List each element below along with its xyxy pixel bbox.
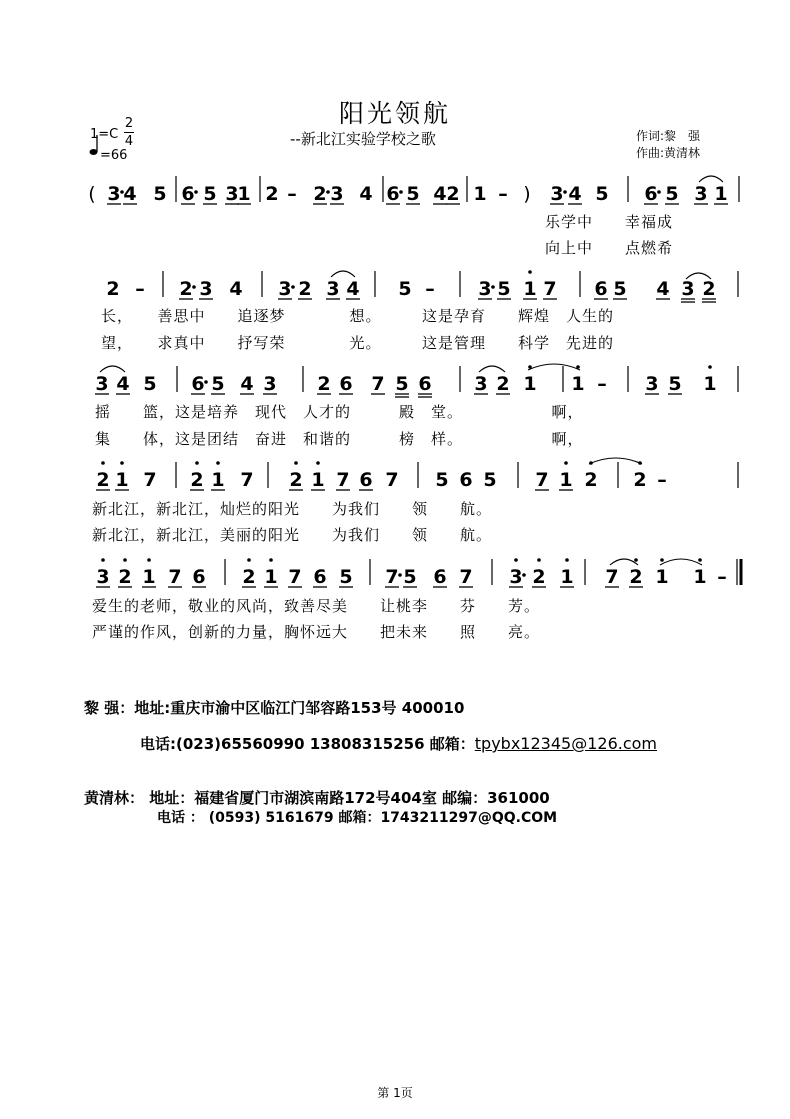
system4-note-5: 1 bbox=[211, 469, 225, 491]
system1-note-4: 6 bbox=[181, 183, 195, 205]
system5-note-8: 7 bbox=[288, 566, 302, 588]
system4-note-11: 7 bbox=[385, 469, 399, 491]
system5-note-7-octave-dot bbox=[269, 558, 273, 562]
system1-note-12: 4 bbox=[359, 183, 373, 205]
system5-note-11: 7 bbox=[385, 566, 399, 588]
system1-note-18: – bbox=[498, 183, 508, 205]
system4-note-4-octave-dot bbox=[195, 461, 199, 465]
system4-note-1: 2 bbox=[96, 469, 110, 491]
system4-note-5-octave-dot bbox=[216, 461, 220, 465]
system2-note-17: 5 bbox=[613, 278, 627, 300]
song-subtitle: --新北江实验学校之歌 bbox=[290, 130, 436, 148]
lyric-line3-verse2: 集 体，这是团结 奋进 和谐的 榜 样。 啊， bbox=[95, 430, 584, 448]
system3-note-10: 7 bbox=[371, 373, 385, 395]
system5-note-21-octave-dot bbox=[698, 558, 702, 562]
system2-note-1: 2 bbox=[106, 278, 120, 300]
system2-note-18: 4 bbox=[656, 278, 670, 300]
system2-note-20: 2 bbox=[702, 278, 716, 300]
system4-note-19: – bbox=[657, 469, 667, 491]
system3-note-6: 4 bbox=[240, 373, 254, 395]
system1-note-15: 4 bbox=[433, 183, 447, 205]
contact-li-email-link[interactable]: tpybx12345@126.com bbox=[474, 734, 657, 753]
system3-slur-1 bbox=[100, 366, 125, 372]
system4-note-14: 5 bbox=[483, 469, 497, 491]
system5-note-15-dot bbox=[522, 573, 526, 577]
system5-slur-2 bbox=[660, 559, 702, 565]
meter-top: 2 bbox=[124, 116, 134, 131]
system1-note-10: 2 bbox=[313, 183, 327, 205]
system4-note-18: 2 bbox=[633, 469, 647, 491]
system5-note-2: 2 bbox=[118, 566, 132, 588]
system2-note-15: 7 bbox=[543, 278, 557, 300]
system1-note-21: 5 bbox=[595, 183, 609, 205]
system5-note-19-octave-dot bbox=[634, 558, 638, 562]
system3-note-2: 4 bbox=[116, 373, 130, 395]
system1-note-5: 5 bbox=[203, 183, 217, 205]
composer: 作曲:黄清林 bbox=[636, 146, 701, 160]
system1-note-14: 5 bbox=[406, 183, 420, 205]
system2-note-6: 3 bbox=[278, 278, 292, 300]
lyric-line5-verse2: 严谨的作风，创新的力量，胸怀远大 把未来 照 亮。 bbox=[92, 623, 541, 641]
lyric-line4-verse2: 新北江，新北江，美丽的阳光 为我们 领 航。 bbox=[92, 526, 493, 544]
system4-note-9: 7 bbox=[336, 469, 350, 491]
system4-note-15: 7 bbox=[535, 469, 549, 491]
system5-note-18: 7 bbox=[605, 566, 619, 588]
system4-note-8: 1 bbox=[311, 469, 325, 491]
system1-note-24: 3 bbox=[694, 183, 708, 205]
system1-note-20: 4 bbox=[568, 183, 582, 205]
system5-note-2-octave-dot bbox=[123, 558, 127, 562]
system3-note-4: 6 bbox=[191, 373, 205, 395]
system1-note-13: 6 bbox=[386, 183, 400, 205]
system2-note-6-dot bbox=[291, 285, 295, 289]
system3-note-4-dot bbox=[204, 380, 208, 384]
system3-note-20-octave-dot bbox=[708, 365, 712, 369]
system3-note-18: 3 bbox=[645, 373, 659, 395]
system2-note-2: – bbox=[135, 278, 145, 300]
system3-note-8: 2 bbox=[317, 373, 331, 395]
system5-note-1-octave-dot bbox=[101, 558, 105, 562]
system2-note-9: 4 bbox=[346, 278, 360, 300]
system1-note-23: 5 bbox=[665, 183, 679, 205]
system5-note-6-octave-dot bbox=[247, 558, 251, 562]
system1-note-25: 1 bbox=[714, 183, 728, 205]
system1-note-6: 3 bbox=[225, 183, 239, 205]
system5-note-5: 6 bbox=[192, 566, 206, 588]
system3-note-16: 1 bbox=[571, 373, 585, 395]
system1-slur-1 bbox=[699, 176, 723, 182]
song-title: 阳光领航 bbox=[338, 99, 451, 128]
page-number: 第 1页 bbox=[377, 1086, 413, 1100]
contact-huang-address: 黄清林： 地址：福建省厦门市湖滨南路172号404室 邮编：361000 bbox=[84, 789, 550, 807]
contact-li-phone bbox=[140, 733, 657, 754]
system5-note-3-octave-dot bbox=[147, 558, 151, 562]
key-signature: 1=C bbox=[90, 127, 119, 142]
system2-note-5: 4 bbox=[229, 278, 243, 300]
system5-note-10: 5 bbox=[339, 566, 353, 588]
lyric-line3-verse1: 摇 篮，这是培养 现代 人才的 殿 堂。 啊， bbox=[95, 403, 584, 421]
system2-note-3: 2 bbox=[179, 278, 193, 300]
system5-note-14: 7 bbox=[459, 566, 473, 588]
system5-slur-1 bbox=[610, 559, 638, 565]
system3-note-13: 3 bbox=[474, 373, 488, 395]
system4-note-7-octave-dot bbox=[294, 461, 298, 465]
system5-note-16-octave-dot bbox=[537, 558, 541, 562]
lyric-line1-verse1: 乐学中 幸福成 bbox=[545, 213, 674, 231]
system2-note-14: 1 bbox=[523, 278, 537, 300]
system1-note-1: 3 bbox=[107, 183, 121, 205]
system2-note-12-dot bbox=[491, 285, 495, 289]
system5-note-17: 1 bbox=[560, 566, 574, 588]
lyricist: 作词:黎 强 bbox=[636, 129, 701, 143]
contact-li-phone-text: 电话:(023)65560990 13808315256 邮箱： bbox=[140, 735, 475, 753]
system5-note-12: 5 bbox=[403, 566, 417, 588]
system4-note-16-octave-dot bbox=[564, 461, 568, 465]
system2-note-3-dot bbox=[192, 285, 196, 289]
system1-note-17: 1 bbox=[473, 183, 487, 205]
system5-note-22: – bbox=[717, 566, 727, 588]
system5-note-11-dot bbox=[398, 573, 402, 577]
system5-note-6: 2 bbox=[242, 566, 256, 588]
system3-note-5: 5 bbox=[211, 373, 225, 395]
system1-note-4-dot bbox=[194, 190, 198, 194]
tempo-value: =66 bbox=[100, 148, 128, 163]
system1-note-3: 5 bbox=[153, 183, 167, 205]
system3-note-14: 2 bbox=[496, 373, 510, 395]
system5-note-16: 2 bbox=[532, 566, 546, 588]
system4-note-1-octave-dot bbox=[101, 461, 105, 465]
system3-note-15: 1 bbox=[523, 373, 537, 395]
system4-note-3: 7 bbox=[143, 469, 157, 491]
system1-paren-2: ) bbox=[523, 183, 531, 205]
system4-slur-1 bbox=[589, 458, 642, 464]
system5-note-15-octave-dot bbox=[514, 558, 518, 562]
system1-note-9: – bbox=[287, 183, 297, 205]
system3-note-7: 3 bbox=[263, 373, 277, 395]
system3-note-11: 5 bbox=[395, 373, 409, 395]
system4-note-2-octave-dot bbox=[120, 461, 124, 465]
system5-note-21: 1 bbox=[693, 566, 707, 588]
system4-note-10: 6 bbox=[359, 469, 373, 491]
system1-note-11: 3 bbox=[330, 183, 344, 205]
system2-note-7: 2 bbox=[298, 278, 312, 300]
system2-note-11: – bbox=[425, 278, 435, 300]
system1-note-16: 2 bbox=[446, 183, 460, 205]
system2-note-16: 6 bbox=[594, 278, 608, 300]
system3-note-9: 6 bbox=[339, 373, 353, 395]
system1-note-22: 6 bbox=[644, 183, 658, 205]
system5-note-13: 6 bbox=[433, 566, 447, 588]
system2-note-10: 5 bbox=[398, 278, 412, 300]
system4-note-6: 7 bbox=[240, 469, 254, 491]
system5-note-20-octave-dot bbox=[660, 558, 664, 562]
system2-note-8: 3 bbox=[326, 278, 340, 300]
system3-note-19: 5 bbox=[668, 373, 682, 395]
system1-paren-1: ( bbox=[88, 183, 96, 205]
system5-note-19: 2 bbox=[629, 566, 643, 588]
meter-bottom: 4 bbox=[124, 134, 134, 149]
system2-note-14-octave-dot bbox=[528, 270, 532, 274]
lyric-line1-verse2: 向上中 点燃希 bbox=[545, 239, 674, 257]
system1-note-22-dot bbox=[657, 190, 661, 194]
system2-note-19: 3 bbox=[681, 278, 695, 300]
system1-note-7: 1 bbox=[237, 183, 251, 205]
system5-note-4: 7 bbox=[168, 566, 182, 588]
system4-note-8-octave-dot bbox=[316, 461, 320, 465]
system4-note-12: 5 bbox=[435, 469, 449, 491]
system4-note-17: 2 bbox=[584, 469, 598, 491]
system5-note-7: 1 bbox=[264, 566, 278, 588]
system2-note-12: 3 bbox=[478, 278, 492, 300]
system1-note-10-dot bbox=[326, 190, 330, 194]
contact-li-address: 黎 强：地址:重庆市渝中区临江门邹容路153号 400010 bbox=[84, 699, 465, 717]
system4-note-7: 2 bbox=[289, 469, 303, 491]
system3-note-17: – bbox=[597, 373, 607, 395]
system4-note-13: 6 bbox=[459, 469, 473, 491]
system1-note-8: 2 bbox=[265, 183, 279, 205]
lyric-line2-verse1: 长， 善思中 追逐梦 想。 这是孕育 辉煌 人生的 bbox=[101, 307, 615, 325]
system5-note-20: 1 bbox=[655, 566, 669, 588]
system2-note-4: 3 bbox=[199, 278, 213, 300]
system1-note-2: 4 bbox=[123, 183, 137, 205]
system4-note-4: 2 bbox=[190, 469, 204, 491]
system3-note-1: 3 bbox=[95, 373, 109, 395]
system3-slur-3 bbox=[528, 364, 580, 370]
system4-note-16: 1 bbox=[559, 469, 573, 491]
system5-note-1: 3 bbox=[96, 566, 110, 588]
system2-slur-1 bbox=[331, 271, 355, 277]
lyric-line4-verse1: 新北江，新北江，灿烂的阳光 为我们 领 航。 bbox=[92, 500, 493, 518]
lyric-line5-verse1: 爱生的老师，敬业的风尚，致善尽美 让桃李 芬 芳。 bbox=[92, 597, 541, 615]
system2-note-13: 5 bbox=[497, 278, 511, 300]
contact-huang-phone: 电话 ： (0593) 5161679 邮箱：1743211297@QQ.COM bbox=[157, 810, 558, 826]
system3-note-12: 6 bbox=[418, 373, 432, 395]
system5-note-3: 1 bbox=[142, 566, 156, 588]
system3-slur-2 bbox=[479, 366, 505, 372]
system4-note-2: 1 bbox=[115, 469, 129, 491]
system3-note-20: 1 bbox=[703, 373, 717, 395]
system1-note-19: 3 bbox=[550, 183, 564, 205]
system5-note-17-octave-dot bbox=[565, 558, 569, 562]
system5-note-9: 6 bbox=[313, 566, 327, 588]
system5-note-15: 3 bbox=[509, 566, 523, 588]
system1-note-13-dot bbox=[399, 190, 403, 194]
lyric-line2-verse2: 望， 求真中 抒写荣 光。 这是管理 科学 先进的 bbox=[101, 334, 615, 352]
system3-note-3: 5 bbox=[143, 373, 157, 395]
system1-note-19-dot bbox=[563, 190, 567, 194]
